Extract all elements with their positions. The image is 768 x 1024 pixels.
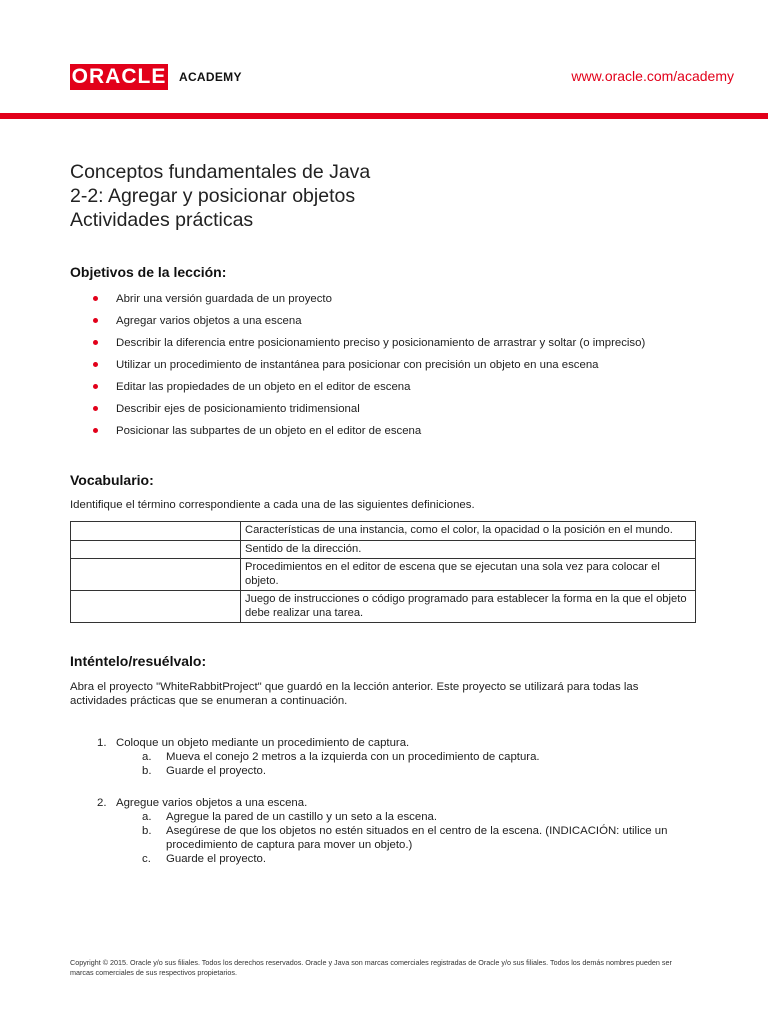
step-number: 1. (97, 737, 107, 749)
step-number: 2. (97, 797, 107, 809)
try-it-instructions: Abra el proyecto "WhiteRabbitProject" que guardó en la lección anterior. Este proyecto se utilizará para todas las actividades prácticas que se enumeran a continuación. (70, 681, 639, 707)
document-title (70, 160, 696, 232)
vocabulary-heading: Vocabulario: (70, 472, 154, 488)
substep-item (116, 764, 696, 778)
title-line-lesson: 2-2: Agregar y posicionar objetos (70, 185, 356, 207)
term-cell[interactable] (71, 591, 241, 623)
substep-text: Mueva el conejo 2 metros a la izquierda con un procedimiento de captura. (166, 751, 540, 763)
substep-text: Guarde el proyecto. (166, 853, 267, 865)
definition-cell: Juego de instrucciones o código programado para establecer la forma en la que el objeto debe realizar una tarea. (241, 591, 696, 623)
bullet-icon (93, 406, 98, 411)
table-row (71, 559, 696, 591)
vocabulary-instructions: Identifique el término correspondiente a cada una de las siguientes definiciones. (70, 499, 475, 511)
objective-item: Agregar varios objetos a una escena (70, 314, 696, 328)
try-it-heading: Inténtelo/resuélvalo: (70, 653, 207, 669)
objective-item: Describir ejes de posicionamiento tridimensional (70, 402, 696, 416)
activity-steps (70, 736, 696, 866)
substep-letter: c. (142, 853, 151, 865)
objective-item: Describir la diferencia entre posicionamiento preciso y posicionamiento de arrastrar y soltar (o impreciso) (70, 336, 696, 350)
objective-item: Editar las propiedades de un objeto en el editor de escena (70, 380, 696, 394)
substep-item (116, 852, 696, 866)
substep-letter: b. (142, 765, 152, 777)
definition-cell: Características de una instancia, como el color, la opacidad o la posición en el mundo. (241, 522, 696, 541)
substep-letter: b. (142, 825, 152, 837)
academy-label: ACADEMY (179, 70, 242, 84)
substeps (116, 750, 696, 778)
bullet-icon (93, 428, 98, 433)
substep-letter: a. (142, 751, 152, 763)
step-item (70, 736, 696, 778)
copyright-footer: Copyright © 2015. Oracle y/o sus filiales. Todos los derechos reservados. Oracle y Java son marcas comerciales registradas de Oracle y/o sus filiales. Todos los demás nombres pueden ser marcas comerciales de sus respectivos propietarios. (70, 958, 672, 977)
bullet-icon (93, 318, 98, 323)
substep-item (116, 810, 696, 824)
objectives-heading: Objetivos de la lección: (70, 264, 227, 280)
objective-item: Utilizar un procedimiento de instantánea para posicionar con precisión un objeto en una escena (70, 358, 696, 372)
substep-text: Asegúrese de que los objetos no estén situados en el centro de la escena. (INDICACIÓN: utilice un procedimiento de captura para mover un objeto.) (166, 825, 668, 851)
step-text: Coloque un objeto mediante un procedimiento de captura. (116, 737, 410, 749)
document-body (70, 160, 696, 884)
term-cell[interactable] (71, 522, 241, 541)
substep-item (116, 824, 696, 852)
title-line-course: Conceptos fundamentales de Java (70, 161, 371, 183)
step-item (70, 796, 696, 866)
bullet-icon (93, 296, 98, 301)
definition-cell: Sentido de la dirección. (241, 540, 696, 559)
oracle-logo: ORACLE (71, 65, 167, 88)
definition-cell: Procedimientos en el editor de escena que se ejecutan una sola vez para colocar el objeto. (241, 559, 696, 591)
substep-item (116, 750, 696, 764)
bullet-icon (93, 384, 98, 389)
objectives-list (70, 292, 696, 438)
academy-website-link[interactable]: www.oracle.com/academy (571, 68, 734, 84)
substep-text: Agregue la pared de un castillo y un seto a la escena. (166, 811, 438, 823)
table-row (71, 591, 696, 623)
table-row (71, 540, 696, 559)
bullet-icon (93, 340, 98, 345)
table-row (71, 522, 696, 541)
substep-letter: a. (142, 811, 152, 823)
substeps (116, 810, 696, 866)
bullet-icon (93, 362, 98, 367)
objective-item: Posicionar las subpartes de un objeto en el editor de escena (70, 424, 696, 438)
objective-item: Abrir una versión guardada de un proyecto (70, 292, 696, 306)
term-cell[interactable] (71, 540, 241, 559)
header-divider (0, 113, 768, 119)
step-text: Agregue varios objetos a una escena. (116, 797, 308, 809)
vocabulary-table (70, 521, 696, 623)
term-cell[interactable] (71, 559, 241, 591)
substep-text: Guarde el proyecto. (166, 765, 267, 777)
title-line-activity: Actividades prácticas (70, 209, 254, 231)
page-header (0, 0, 768, 120)
